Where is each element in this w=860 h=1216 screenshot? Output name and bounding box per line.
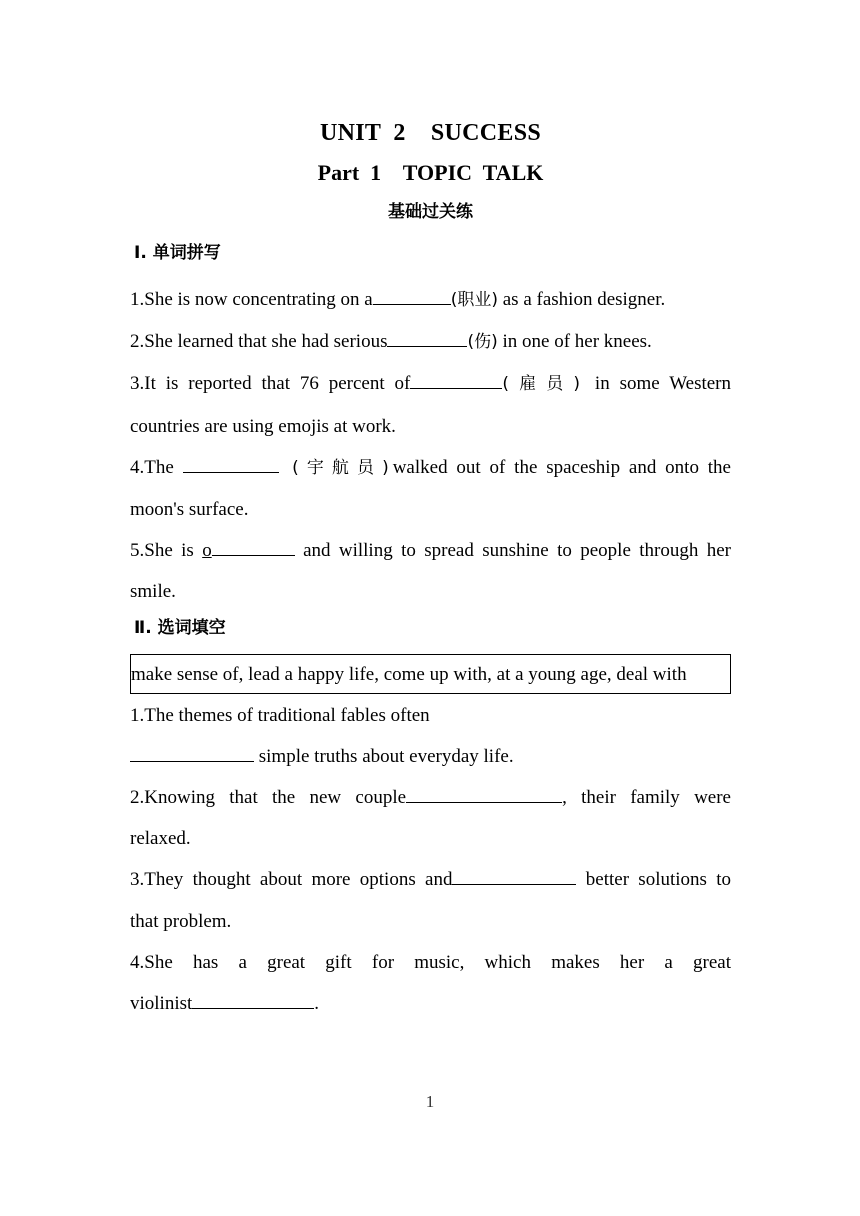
spelling-question-5-cont: smile. — [130, 581, 176, 603]
spelling-question-5: 5.She is o and willing to spread sunshine to people through her — [130, 540, 731, 562]
answer-blank[interactable] — [373, 288, 451, 305]
spelling-question-3: 3.It is reported that 76 percent of (雇员) in some Western — [130, 373, 731, 395]
choice-question-4-cont: violinist . — [130, 993, 320, 1015]
section-heading-word-choice: Ⅱ. 选词填空 — [134, 617, 226, 638]
page-number: 1 — [425, 1092, 435, 1111]
word-bank-box: make sense of, lead a happy life, come up with, at a young age, deal with — [130, 654, 731, 694]
choice-question-3: 3.They thought about more options and better solutions to — [130, 869, 732, 891]
choice-question-1-cont: simple truths about everyday life. — [130, 736, 731, 777]
spelling-question-4-cont: moon's surface. — [130, 499, 249, 521]
spelling-question-4: 4.The (宇航员)walked out of the spaceship and onto the — [130, 456, 731, 478]
answer-blank[interactable] — [406, 786, 562, 803]
unit-title: UNIT 2 SUCCESS — [319, 120, 542, 146]
answer-blank[interactable] — [192, 992, 314, 1009]
spelling-question-3-cont: countries are using emojis at work. — [130, 415, 396, 437]
choice-question-2: 2.Knowing that the new couple , their family were — [130, 787, 731, 809]
exercise-heading: 基础过关练 — [388, 202, 473, 222]
choice-question-2-cont: relaxed. — [130, 828, 191, 850]
answer-blank[interactable] — [212, 539, 295, 556]
first-letter-hint: o — [202, 540, 212, 562]
spelling-question-1: 1.She is now concentrating on a (职业) as a fashion designer. — [130, 289, 666, 310]
part-title: Part 1 TOPIC TALK — [317, 160, 544, 185]
spelling-question-2: 2.She learned that she had serious (伤) in one of her knees. — [130, 331, 652, 353]
choice-question-3-cont: that problem. — [130, 910, 232, 932]
answer-blank[interactable] — [130, 745, 254, 762]
choice-question-4: 4.She has a great gift for music, which makes her a great — [130, 951, 731, 973]
choice-question-1: 1.The themes of traditional fables often — [130, 704, 430, 726]
answer-blank[interactable] — [387, 330, 467, 347]
answer-blank[interactable] — [183, 456, 279, 473]
worksheet-content — [130, 113, 731, 1024]
section-heading-spelling: Ⅰ. 单词拼写 — [134, 243, 221, 263]
answer-blank[interactable] — [452, 868, 576, 885]
answer-blank[interactable] — [410, 372, 502, 389]
